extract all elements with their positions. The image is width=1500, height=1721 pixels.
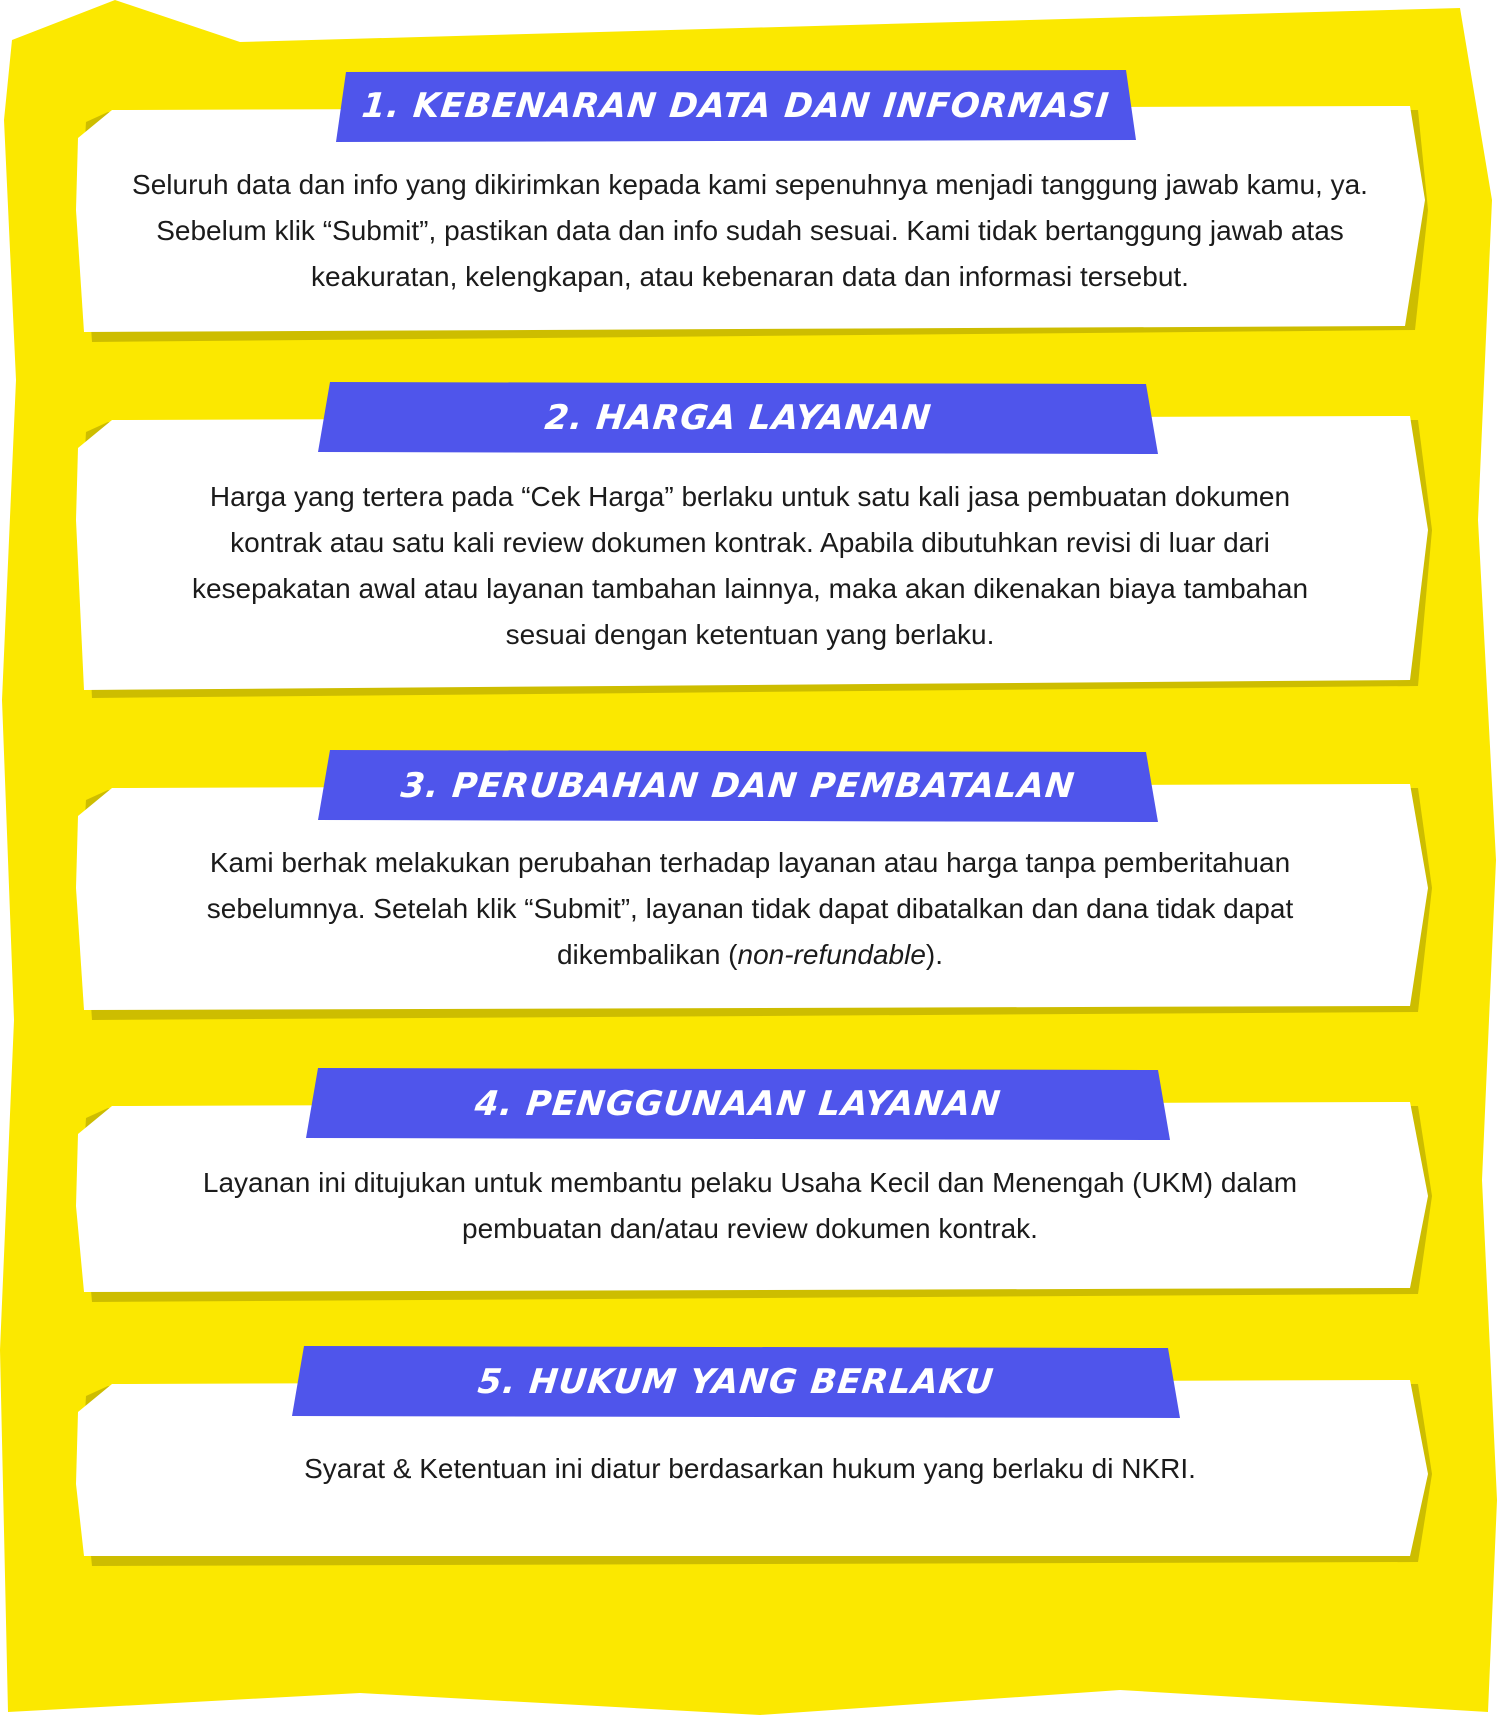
section-4-title (473, 1084, 1003, 1124)
section-3-heading: PERUBAHAN DAN PEMBATALAN (450, 766, 1077, 806)
section-2-title (543, 398, 934, 438)
section-1-title (360, 86, 1111, 126)
section-2-banner (318, 382, 1158, 454)
section-4-heading: PENGGUNAAN LAYANAN (524, 1084, 1004, 1124)
section-1-heading: KEBENARAN DATA DAN INFORMASI (411, 86, 1112, 126)
section-3-body-italic: non-refundable (737, 939, 926, 970)
section-3-body-end: ). (925, 939, 943, 970)
section-1-body: Seluruh data dan info yang dikirimkan kepada kami sepenuhnya menjadi tanggung jawab kamu, ya. Sebelum klik “Submit”, pastikan data dan info sudah sesuai. Kami tidak bertanggung jawab atas keakuratan, kelengkapan, atau kebenaran data dan informasi tersebut. (132, 169, 1368, 292)
section-5-title (476, 1362, 996, 1402)
section-4-banner (306, 1068, 1170, 1140)
section-5-heading: HUKUM YANG BERLAKU (527, 1362, 997, 1402)
section-2-number: 2. (542, 398, 586, 438)
section-2-body: Harga yang tertera pada “Cek Harga” berlaku untuk satu kali jasa pembuatan dokumen kontrak atau satu kali review dokumen kontrak. Apabila dibutuhkan revisi di luar dari kesepakatan awal atau layanan tambahan lainnya, maka akan dikenakan biaya tambahan sesuai dengan ketentuan yang berlaku. (191, 481, 1309, 650)
section-2-heading: HARGA LAYANAN (594, 398, 934, 438)
section-5-body: Syarat & Ketentuan ini diatur berdasarkan hukum yang berlaku di NKRI. (304, 1453, 1196, 1484)
section-3-banner (318, 750, 1158, 822)
section-1-number: 1. (360, 86, 404, 126)
section-3-title (399, 766, 1077, 806)
section-5-banner (292, 1346, 1180, 1418)
section-3-body-text: Kami berhak melakukan perubahan terhadap layanan atau harga tanpa pemberitahuan sebelumnya. Setelah klik “Submit”, layanan tidak dapat dibatalkan dan dana tidak dapat dikembalikan ( (206, 847, 1294, 970)
section-5-number: 5. (475, 1362, 519, 1402)
section-1-banner (336, 70, 1136, 142)
section-4-number: 4. (472, 1084, 516, 1124)
section-4-body: Layanan ini ditujukan untuk membantu pelaku Usaha Kecil dan Menengah (UKM) dalam pembuatan dan/atau review dokumen kontrak. (202, 1167, 1298, 1244)
section-3-number: 3. (399, 766, 442, 806)
section-3-body (200, 840, 1300, 978)
